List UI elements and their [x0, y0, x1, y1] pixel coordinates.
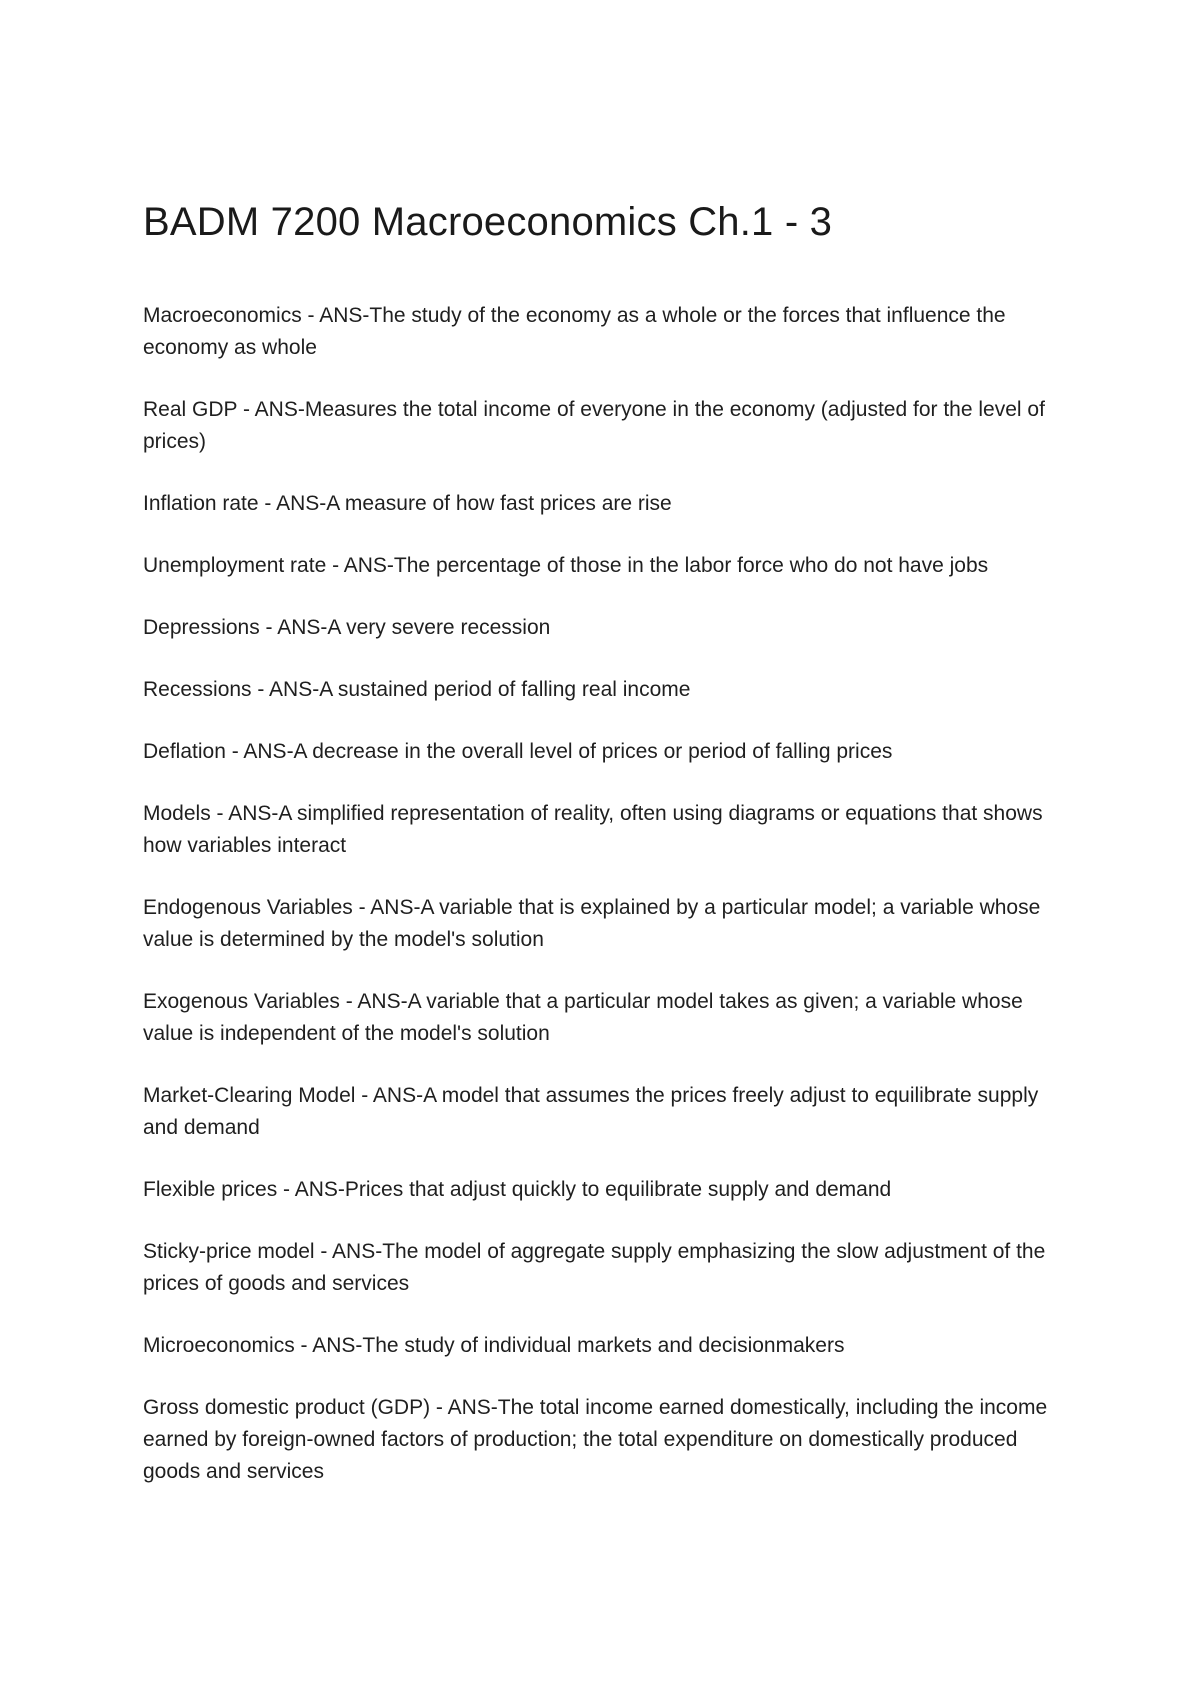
definition-entry: Exogenous Variables - ANS-A variable that a particular model takes as given; a variable whose value is independent of the model's solution: [143, 990, 1023, 1045]
definition-entry: Market-Clearing Model - ANS-A model that assumes the prices freely adjust to equilibrate supply and demand: [143, 1084, 1039, 1139]
document-title: BADM 7200 Macroeconomics Ch.1 - 3: [143, 200, 833, 244]
definition-entry: Models - ANS-A simplified representation of reality, often using diagrams or equations that shows how variables interact: [143, 802, 1043, 857]
definition-entry: Gross domestic product (GDP) - ANS-The total income earned domestically, including the income earned by foreign-owned factors of production; the total expenditure on domestically produced goods and services: [143, 1396, 1048, 1483]
definition-entry: Recessions - ANS-A sustained period of falling real income: [143, 678, 691, 701]
definition-entry: Flexible prices - ANS-Prices that adjust quickly to equilibrate supply and demand: [143, 1178, 892, 1201]
definition-entry: Unemployment rate - ANS-The percentage of those in the labor force who do not have jobs: [143, 554, 989, 577]
definition-entry: Microeconomics - ANS-The study of individual markets and decisionmakers: [143, 1334, 845, 1357]
definition-entry: Macroeconomics - ANS-The study of the economy as a whole or the forces that influence the economy as whole: [143, 304, 1006, 359]
definition-entry: Sticky-price model - ANS-The model of aggregate supply emphasizing the slow adjustment of the prices of goods and services: [143, 1240, 1046, 1295]
definition-entry: Deflation - ANS-A decrease in the overall level of prices or period of falling prices: [143, 740, 893, 763]
definition-entry: Endogenous Variables - ANS-A variable that is explained by a particular model; a variable whose value is determined by the model's solution: [143, 896, 1041, 951]
definition-entry: Depressions - ANS-A very severe recession: [143, 616, 551, 639]
definition-entry: Inflation rate - ANS-A measure of how fast prices are rise: [143, 492, 672, 515]
definition-entry: Real GDP - ANS-Measures the total income of everyone in the economy (adjusted for the level of prices): [143, 398, 1045, 453]
definition-list: [143, 300, 1073, 1518]
